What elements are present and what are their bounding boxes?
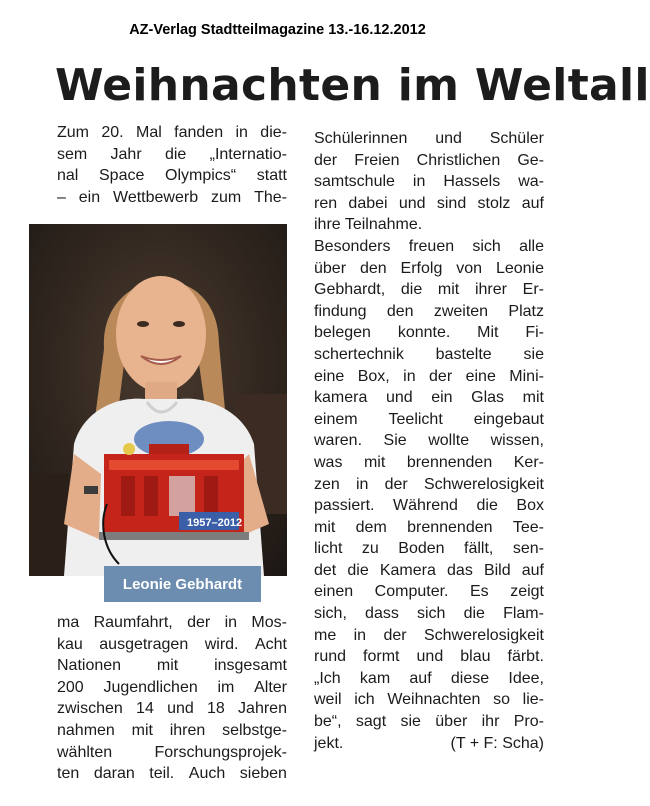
column-1-bottom [57, 612, 287, 785]
text-line: mit dem brennenden Tee- [314, 518, 544, 536]
text-line: waren. Sie wollte wissen, [314, 432, 544, 450]
text-line: schertechnik bastelte sie [314, 345, 544, 363]
text-line: Zum 20. Mal fanden in die- [57, 124, 287, 141]
text-line: einen Computer. Es zeigt [314, 583, 544, 601]
text-line: über den Erfolg von Leonie [314, 259, 544, 277]
text-line: samtschule in Hassels wa- [314, 173, 544, 191]
text-line: det die Kamera das Bild auf [314, 561, 544, 579]
text-line: 200 Jugendlichen im Alter [57, 678, 287, 696]
text-line: ma Raumfahrt, der in Mos- [57, 614, 287, 631]
final-text: jekt. [314, 734, 344, 752]
text-line: ihre Teilnahme. [314, 216, 423, 234]
box-year-label: 1957–2012 [187, 517, 243, 529]
text-line: einem Teelicht eingebaut [314, 410, 544, 428]
column-1-top [57, 122, 287, 208]
text-line: zwischen 14 und 18 Jahren [57, 700, 287, 718]
text-line: sich, dass sich die Flam- [314, 605, 544, 623]
text-line: zen in der Schwerelosigkeit [314, 475, 544, 493]
text-line: weil ich Weihnachten so lie- [314, 691, 544, 709]
text-line: belegen konnte. Mit Fi- [314, 324, 544, 342]
text-line: ren dabei und sind stolz auf [314, 194, 544, 212]
text-line: Schülerinnen und Schüler [314, 130, 544, 147]
text-line: nal Space Olympics“ statt [57, 167, 287, 185]
text-line: Gebhardt, die mit ihrer Er- [314, 281, 544, 299]
author-credit: (T + F: Scha) [450, 734, 544, 752]
text-line: be“, sagt sie über ihr Pro- [314, 713, 544, 731]
text-line: me in der Schwerelosigkeit [314, 626, 544, 644]
article-photo [29, 224, 287, 576]
final-line [314, 733, 544, 755]
text-line: „Ich kam auf diese Idee, [314, 669, 544, 687]
text-line: eine Box, in der eine Mini- [314, 367, 544, 385]
text-line: – ein Wettbewerb zum The- [57, 188, 287, 206]
text-line: wählten Forschungsprojek- [57, 743, 287, 761]
text-line: der Freien Christlichen Ge- [314, 151, 544, 169]
text-line: sem Jahr die „Internatio- [57, 145, 287, 163]
text-line: licht zu Boden fällt, sen- [314, 540, 544, 558]
magazine-header: AZ-Verlag Stadtteilmagazine 13.-16.12.2012 [129, 22, 426, 38]
photo-illustration [29, 224, 287, 576]
text-line: findung den zweiten Platz [314, 302, 544, 320]
text-line: Besonders freuen sich alle [314, 237, 544, 255]
text-line: Nationen mit insgesamt [57, 657, 287, 675]
text-line: kamera und ein Glas mit [314, 389, 544, 407]
text-line: nahmen mit ihren selbstge- [57, 721, 287, 739]
text-line: kau ausgetragen wird. Acht [57, 635, 287, 653]
article-headline: Weihnachten im Weltall [55, 60, 650, 111]
text-line: passiert. Während die Box [314, 497, 544, 515]
text-line: rund formt und blau färbt. [314, 648, 544, 666]
column-2 [314, 128, 544, 754]
photo-caption: Leonie Gebhardt [104, 566, 261, 602]
text-line: was mit brennenden Ker- [314, 453, 544, 471]
text-line: ten daran teil. Auch sieben [57, 765, 287, 783]
